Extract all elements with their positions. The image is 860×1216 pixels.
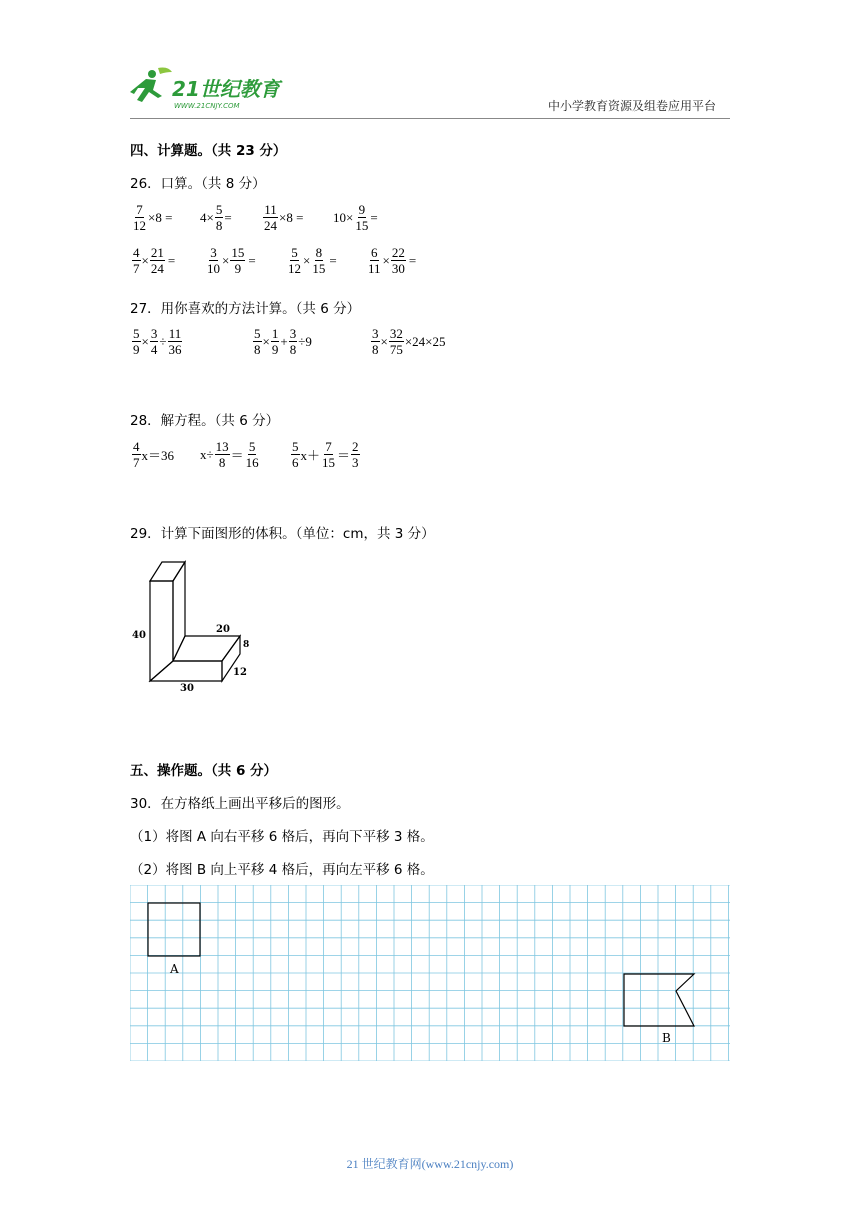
q26-item: $\frac{3}{10}$ × $\frac{15}{9}$ = <box>207 245 256 276</box>
q30-step-1: （1）将图 A 向右平移 6 格后，再向下平移 3 格。 <box>130 829 434 845</box>
header-divider <box>130 118 730 119</box>
l-right-face <box>173 562 185 661</box>
label-depth: 8 <box>243 640 250 650</box>
q28-equation-3: $\frac{5}{6}$ x＋ $\frac{7}{15}$ ＝ $\frac{2}{3}$ <box>292 439 359 470</box>
q26-item: $\frac{4}{7}$ × $\frac{21}{24}$ = <box>133 245 176 276</box>
grid-paper <box>130 885 730 1061</box>
platform-name: 中小学教育资源及组卷应用平台 <box>548 99 717 113</box>
l-bottom-front <box>150 661 222 681</box>
q30-title: 30．在方格纸上画出平移后的图形。 <box>130 796 350 812</box>
logo <box>122 66 292 114</box>
label-top: 20 <box>216 624 230 635</box>
q27-expr-3: $\frac{3}{8}$ × $\frac{32}{75}$ ×24×25 <box>372 326 446 357</box>
q28-title: 28．解方程。（共 6 分） <box>130 413 280 429</box>
l-bottom-top <box>173 636 240 661</box>
logo-main-text: 21世纪教育 <box>172 77 280 101</box>
l-front-vertical <box>150 581 173 681</box>
q27-expr-1: $\frac{5}{9}$ × $\frac{3}{4}$ ÷ $\frac{11}{36}$ <box>133 326 182 357</box>
footer-text: 21 世纪教育网(www.21cnjy.com) <box>346 1157 514 1171</box>
shape-a <box>148 903 200 956</box>
q26-item: 4× $\frac{5}{8}$ = <box>200 202 232 233</box>
label-b: B <box>662 1031 671 1045</box>
label-bottom: 30 <box>180 683 194 694</box>
section5-title: 五、操作题。（共 6 分） <box>130 763 278 779</box>
label-height: 40 <box>132 630 146 641</box>
l-shape-figure <box>130 556 260 696</box>
q30-step-2: （2）将图 B 向上平移 4 格后，再向左平移 6 格。 <box>130 862 434 878</box>
q27-title: 27．用你喜欢的方法计算。（共 6 分） <box>130 301 361 317</box>
q26-title: 26．口算。（共 8 分） <box>130 176 266 192</box>
section4-title: 四、计算题。（共 23 分） <box>130 143 287 159</box>
runner-icon <box>130 68 172 103</box>
q26-item: $\frac{11}{24}$ ×8 = <box>264 202 304 233</box>
logo-sub-text: WWW.21CNJY.COM <box>174 102 240 110</box>
q26-item: $\frac{6}{11}$ × $\frac{22}{30}$ = <box>368 245 417 276</box>
q26-item: $\frac{7}{12}$ ×8 = <box>133 202 173 233</box>
q26-item: $\frac{5}{12}$ × $\frac{8}{15}$ = <box>288 245 337 276</box>
q27-expr-2: $\frac{5}{8}$ × $\frac{1}{9}$ + $\frac{3}{8}$ ÷9 <box>254 326 312 357</box>
label-a: A <box>170 962 179 976</box>
q26-item: 10× $\frac{9}{15}$ = <box>333 202 378 233</box>
q29-title: 29．计算下面图形的体积。（单位：cm，共 3 分） <box>130 526 435 542</box>
shape-b <box>624 974 694 1026</box>
label-right: 12 <box>233 667 247 678</box>
grid-lines <box>130 885 730 1061</box>
q28-equation-2: x÷ $\frac{13}{8}$ ＝ $\frac{5}{16}$ <box>200 439 259 470</box>
q28-equation-1: $\frac{4}{7}$ x＝36 <box>133 439 175 470</box>
l-top-face <box>150 562 185 581</box>
